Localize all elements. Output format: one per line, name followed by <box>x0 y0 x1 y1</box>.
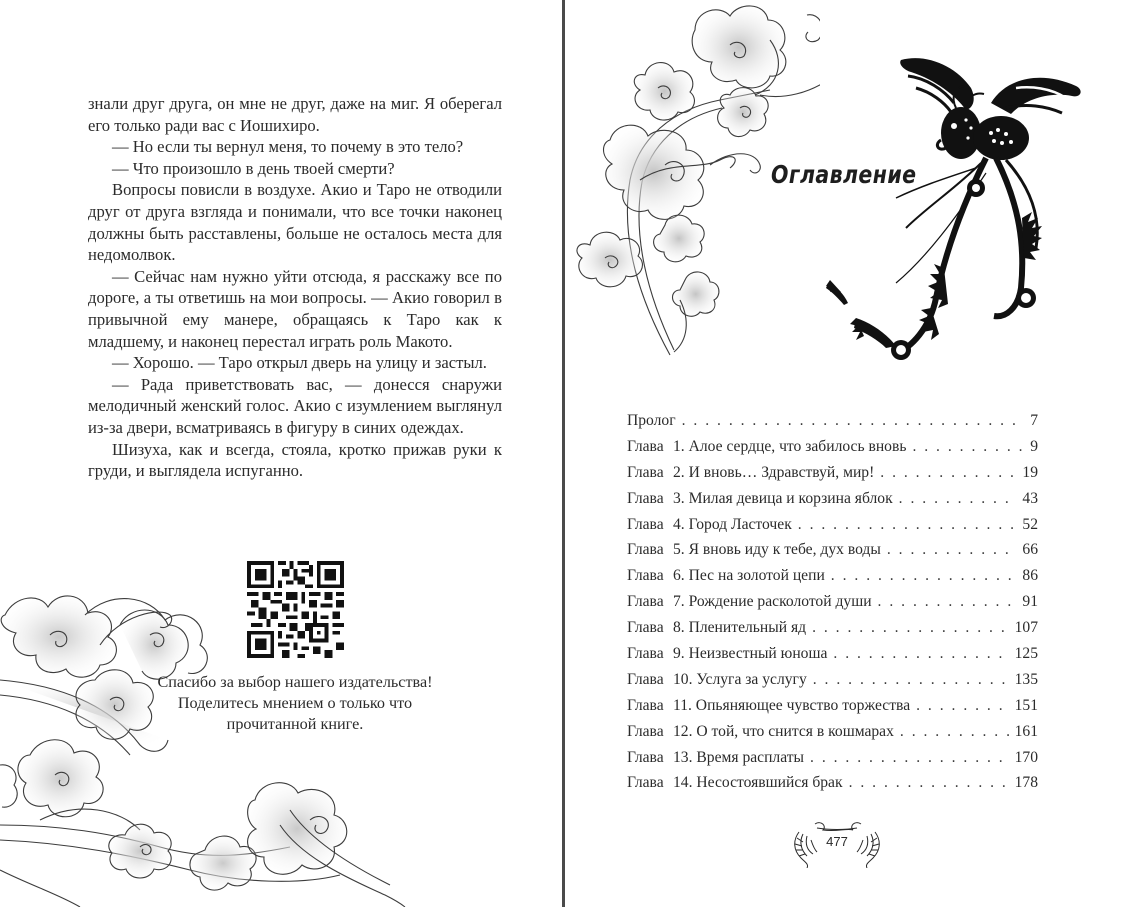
toc-entry-title: 1. Алое сердце, что забилось вновь <box>673 437 907 455</box>
thanks-line: Спасибо за выбор нашего издательства! <box>157 673 433 691</box>
dot-leader <box>849 774 1009 792</box>
toc-page-number: 161 <box>1014 722 1038 740</box>
toc-entry[interactable] <box>627 671 1038 697</box>
left-page <box>0 0 562 907</box>
toc-entry-prologue[interactable] <box>627 412 1038 438</box>
thanks-message <box>120 672 470 735</box>
toc-entry-title: 2. И вновь… Здравствуй, мир! <box>673 463 875 481</box>
cloud-ornament-bottom-left-icon <box>0 585 420 907</box>
toc-entry[interactable] <box>627 723 1038 749</box>
toc-entry-prefix: Глава <box>627 670 664 688</box>
toc-page-number: 19 <box>1022 463 1038 481</box>
dot-leader <box>682 412 1022 430</box>
toc-entry-prefix: Глава <box>627 541 664 559</box>
toc-title: Оглавление <box>771 160 917 189</box>
toc-entry-prefix: Глава <box>627 774 664 792</box>
toc-entry-prefix: Глава <box>627 645 664 663</box>
toc-entry-title: 14. Несостоявшийся брак <box>673 774 843 792</box>
toc-entry-title: 8. Пленительный яд <box>673 619 807 637</box>
toc-page-number: 135 <box>1014 670 1038 688</box>
dot-leader <box>833 645 1008 663</box>
toc-entry-prefix: Глава <box>627 567 664 585</box>
page-folio <box>787 818 887 868</box>
toc-page-number: 9 <box>1030 437 1038 455</box>
dot-leader <box>916 697 1008 715</box>
toc-entry-prefix: Глава <box>627 437 664 455</box>
toc-entry-title: 12. О той, что снится в кошмарах <box>673 722 894 740</box>
thanks-line: прочитанной книге. <box>226 715 364 733</box>
dot-leader <box>900 723 1009 741</box>
toc-page-number: 125 <box>1014 645 1038 663</box>
toc-entry-title: 10. Услуга за услугу <box>673 670 807 688</box>
toc-entry-title: 3. Милая девица и корзина яблок <box>673 489 893 507</box>
dot-leader <box>880 464 1016 482</box>
paragraph: — Рада приветствовать вас, — донесся снаружи мелодичный женский голос. Акио с изумлением выглянул из-за двери, всматриваясь в фигуру в синих одеждах. <box>88 374 502 437</box>
toc-entry-prefix: Глава <box>627 489 664 507</box>
toc-entry-title: 9. Неизвестный юноша <box>673 645 828 663</box>
toc-entry-prefix: Глава <box>627 748 664 766</box>
paragraph: — Хорошо. — Таро открыл дверь на улицу и застыл. <box>112 353 487 373</box>
toc-entry-title: 13. Время расплаты <box>673 748 805 766</box>
thanks-line: Поделитесь мнением о только что <box>177 694 413 712</box>
toc-entry[interactable] <box>627 774 1038 800</box>
page-gutter-divider <box>562 0 565 907</box>
chapter-body-text <box>88 93 502 482</box>
page-number: 477 <box>826 834 848 849</box>
toc-entry-prefix: Глава <box>627 696 664 714</box>
phoenix-icon <box>826 48 1096 378</box>
toc-entry-title: Пролог <box>627 412 676 429</box>
toc-entry-prefix: Глава <box>627 463 664 481</box>
paragraph: знали друг друга, он мне не друг, даже на миг. Я оберегал его только ради вас с Иошихиро. <box>88 94 502 135</box>
toc-entry-prefix: Глава <box>627 722 664 740</box>
toc-page-number: 43 <box>1022 489 1038 507</box>
toc-entry-title: 4. Город Ласточек <box>673 515 792 533</box>
paragraph: Шизуха, как и всегда, стояла, кротко прижав руки к груди, и выглядела испуганно. <box>88 439 502 481</box>
toc-entry[interactable] <box>627 490 1038 516</box>
paragraph: — Что произошло в день твоей смерти? <box>112 158 395 178</box>
toc-entry[interactable] <box>627 567 1038 593</box>
dot-leader <box>831 567 1017 585</box>
toc-page-number: 107 <box>1014 619 1038 637</box>
paragraph: Вопросы повисли в воздухе. Акио и Таро не отводили друг от друга взгляда и понимали, что все точки наконец должны быть расставлены, больше не осталось места для недомолвок. <box>88 180 502 265</box>
toc-entry[interactable] <box>627 593 1038 619</box>
toc-entry[interactable] <box>627 516 1038 542</box>
toc-entry[interactable] <box>627 619 1038 645</box>
toc-page-number: 52 <box>1022 515 1038 533</box>
toc-entry[interactable] <box>627 645 1038 671</box>
dot-leader <box>887 541 1017 559</box>
toc-entry-title: 7. Рождение расколотой души <box>673 593 872 611</box>
toc-entry[interactable] <box>627 749 1038 775</box>
toc-entry[interactable] <box>627 541 1038 567</box>
paragraph: — Сейчас нам нужно уйти отсюда, я расскажу все по дороге, а ты ответишь на мои вопросы. — Акио говорил в привычной ему манере, обращаясь к Таро как к младшему, и наконец перестал играть роль Макото. <box>88 266 502 351</box>
toc-entry[interactable] <box>627 438 1038 464</box>
toc-page-number: 151 <box>1014 696 1038 714</box>
toc-page-number: 170 <box>1014 748 1038 766</box>
toc-page-number: 86 <box>1022 567 1038 585</box>
dot-leader <box>813 671 1009 689</box>
toc-page-number: 7 <box>1030 412 1038 429</box>
dot-leader <box>878 593 1017 611</box>
toc-entry[interactable] <box>627 464 1038 490</box>
toc-entry-title: 11. Опьяняющее чувство торжества <box>673 696 911 714</box>
toc-page-number: 66 <box>1022 541 1038 559</box>
toc-entry-prefix: Глава <box>627 619 664 637</box>
table-of-contents <box>627 412 1038 800</box>
toc-page-number: 178 <box>1014 774 1038 792</box>
dot-leader <box>810 749 1009 767</box>
toc-entry[interactable] <box>627 697 1038 723</box>
dot-leader <box>912 438 1022 456</box>
toc-page-number: 91 <box>1022 593 1038 611</box>
dot-leader <box>798 516 1017 534</box>
toc-entry-title: 5. Я вновь иду к тебе, дух воды <box>673 541 881 559</box>
paragraph: — Но если ты вернул меня, то почему в это тело? <box>112 137 464 157</box>
dot-leader <box>812 619 1009 637</box>
qr-code-icon[interactable] <box>247 561 344 658</box>
toc-entry-prefix: Глава <box>627 515 664 533</box>
toc-entry-prefix: Глава <box>627 593 664 611</box>
toc-entry-title: 6. Пес на золотой цепи <box>673 567 825 585</box>
dot-leader <box>899 490 1017 508</box>
